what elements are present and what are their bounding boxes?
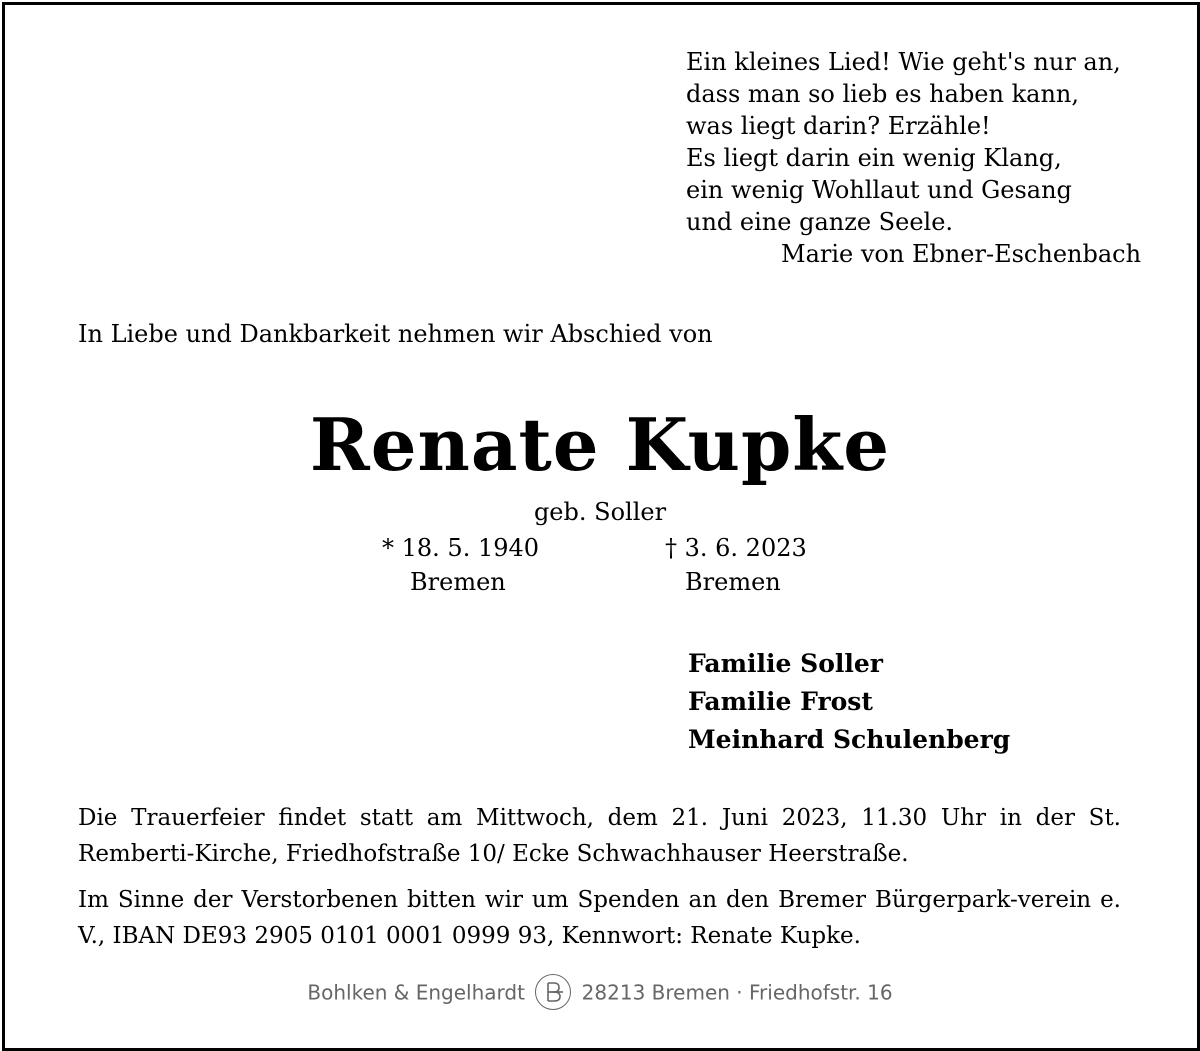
footer (0, 976, 1200, 1012)
poem-line: und eine ganze Seele. (686, 208, 954, 236)
service-announcement: Die Trauerfeier findet statt am Mittwoch, dem 21. Juni 2023, 11.30 Uhr in der St. Remberti-Kirche, Friedhofstraße 10/ Ecke Schwachhauser Heerstraße. (78, 805, 1121, 867)
birth-date: * 18. 5. 1940 (382, 534, 540, 562)
birth-place: Bremen (410, 568, 506, 596)
death-place: Bremen (685, 568, 781, 596)
poem (686, 46, 1141, 270)
mourner: Familie Soller (688, 649, 883, 678)
poem-author: Marie von Ebner-Eschenbach (781, 240, 1142, 268)
mourner: Meinhard Schulenberg (688, 725, 1011, 754)
company-address: 28213 Bremen · Friedhofstr. 16 (581, 980, 893, 1005)
intro-text: In Liebe und Dankbarkeit nehmen wir Abschied von (78, 320, 713, 348)
deceased-name: Renate Kupke (309, 402, 891, 487)
be-monogram-icon (535, 974, 571, 1010)
poem-line: Ein kleines Lied! Wie geht's nur an, (686, 48, 1121, 76)
poem-line: dass man so lieb es haben kann, (686, 80, 1079, 108)
company-name: Bohlken & Engelhardt (307, 980, 525, 1005)
death-date: † 3. 6. 2023 (665, 534, 807, 562)
mourners-list (688, 645, 1010, 759)
mourner: Familie Frost (688, 687, 873, 716)
poem-line: was liegt darin? Erzähle! (686, 112, 991, 140)
poem-line: Es liegt darin ein wenig Klang, (686, 144, 1062, 172)
donation-request: Im Sinne der Verstorbenen bitten wir um Spenden an den Bremer Bürgerpark-verein e. V., IBAN DE93 2905 0101 0001 0999 93, Kennwort: Renate Kupke. (78, 887, 1121, 949)
poem-line: ein wenig Wohllaut und Gesang (686, 176, 1072, 204)
maiden-name: geb. Soller (533, 498, 667, 526)
